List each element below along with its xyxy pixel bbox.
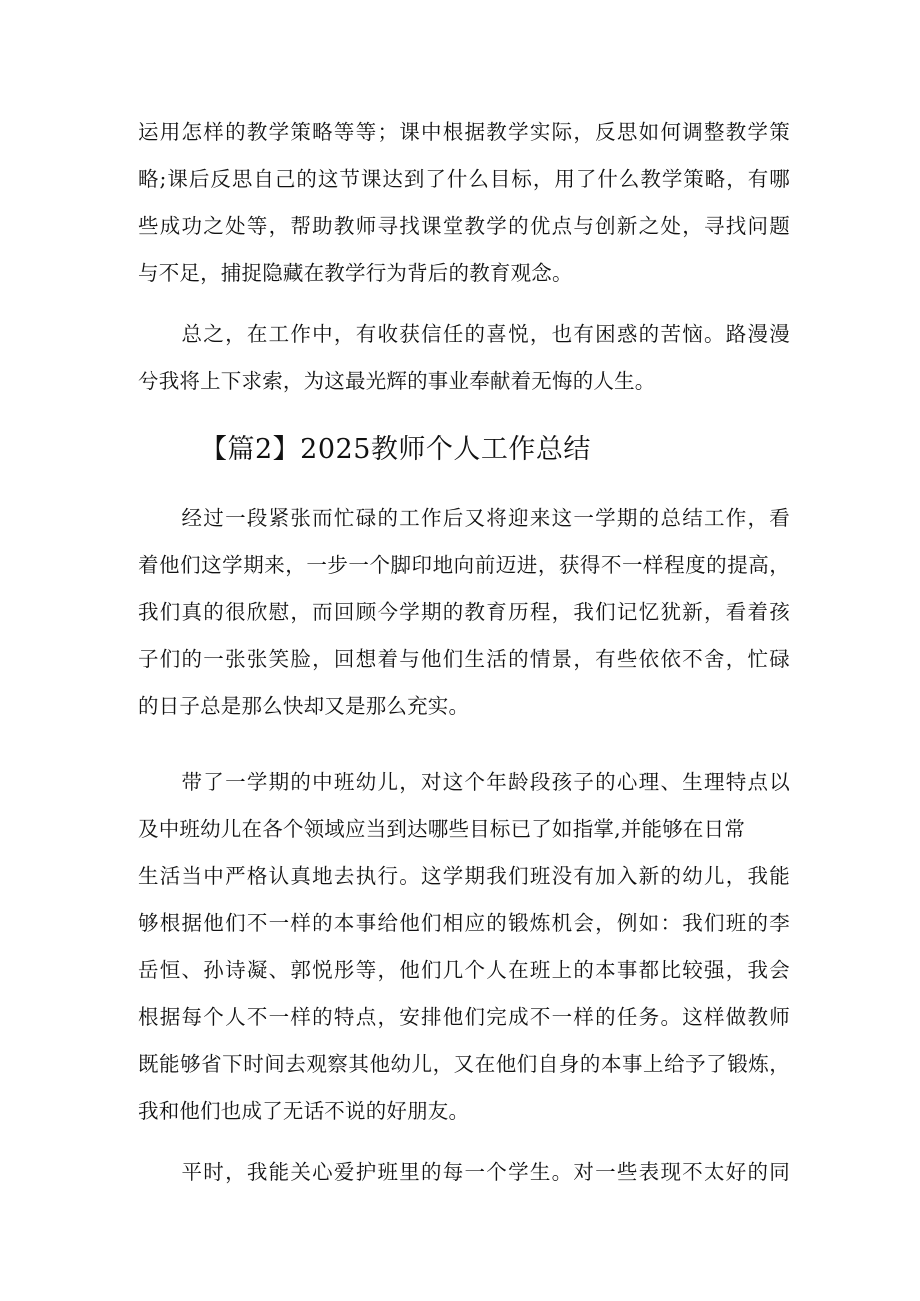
paragraph-line: 根据每个人不一样的特点，安排他们完成不一样的任务。这样做教师 [138, 1005, 790, 1029]
paragraph-line: 的日子总是那么快却又是那么充实。 [138, 694, 470, 718]
paragraph-line: 带了一学期的中班幼儿，对这个年龄段孩子的心理、生理特点以 [138, 770, 790, 794]
paragraph-line: 我和他们也成了无话不说的好朋友。 [138, 1099, 470, 1123]
paragraph-line: 岳恒、孙诗凝、郭悦彤等，他们几个人在班上的本事都比较强，我会 [138, 958, 790, 982]
paragraph-line: 够根据他们不一样的本事给他们相应的锻炼机会，例如：我们班的李 [138, 911, 790, 935]
paragraph-line: 着他们这学期来，一步一个脚印地向前迈进，获得不一样程度的提高， [138, 553, 790, 577]
paragraph-line: 及中班幼儿在各个领域应当到达哪些目标已了如指掌,并能够在日常 [138, 817, 746, 841]
paragraph-line: 子们的一张张笑脸，回想着与他们生活的情景，有些依依不舍，忙碌 [138, 647, 790, 671]
paragraph-line: 略;课后反思自己的这节课达到了什么目标，用了什么教学策略，有哪 [138, 167, 790, 191]
paragraph-line: 我们真的很欣慰，而回顾今学期的教育历程，我们记忆犹新，看着孩 [138, 600, 790, 624]
paragraph-line: 总之，在工作中，有收获信任的喜悦，也有困惑的苦恼。路漫漫 [138, 322, 790, 346]
paragraph-line: 既能够省下时间去观察其他幼儿，又在他们自身的本事上给予了锻炼， [138, 1052, 790, 1076]
paragraph-line: 些成功之处等，帮助教师寻找课堂教学的优点与创新之处，寻找问题 [138, 214, 790, 238]
paragraph-line: 与不足，捕捉隐藏在教学行为背后的教育观念。 [138, 261, 573, 285]
paragraph-line: 经过一段紧张而忙碌的工作后又将迎来这一学期的总结工作，看 [138, 506, 790, 530]
paragraph-line: 运用怎样的教学策略等等；课中根据教学实际，反思如何调整教学策 [138, 120, 790, 144]
paragraph-line: 平时，我能关心爱护班里的每一个学生。对一些表现不太好的同 [138, 1160, 790, 1184]
paragraph-line: 兮我将上下求索，为这最光辉的事业奉献着无悔的人生。 [138, 369, 656, 393]
section-heading: 【篇2】2025教师个人工作总结 [200, 434, 591, 465]
paragraph-line: 生活当中严格认真地去执行。这学期我们班没有加入新的幼儿，我能 [138, 864, 790, 888]
